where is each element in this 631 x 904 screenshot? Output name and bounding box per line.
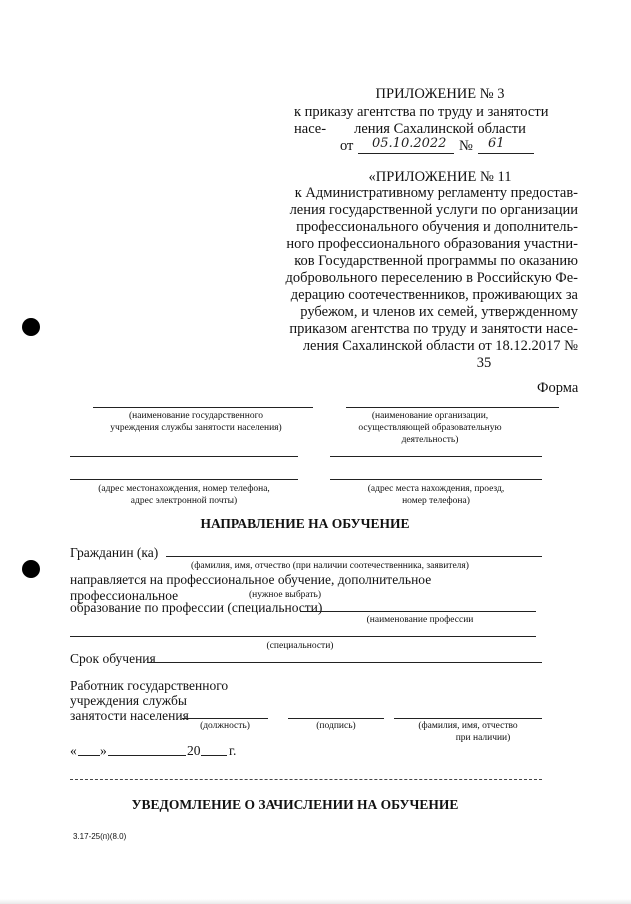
fio-line <box>394 718 542 719</box>
gov-name-caption: (наименование государственного учреждения службы занятости населения) <box>110 411 282 433</box>
org-name-line <box>346 407 559 408</box>
appendix11-text <box>280 185 578 372</box>
appendix11-line: к Административному регламенту предостав- <box>294 185 578 201</box>
term-label: Срок обучения <box>70 651 156 666</box>
date-year-prefix: 20 <box>187 743 201 758</box>
choose-caption: (нужное выбрать) <box>248 590 322 600</box>
worker-label-1: Работник государственного <box>70 678 229 693</box>
appendix-line1: к приказу агентства по труду и занятости насе- <box>294 104 549 137</box>
education-label: образование по профессии (специальности) <box>70 600 323 615</box>
appendix11-line: ков Государственной программы по оказанию <box>294 253 578 269</box>
fio-caption: (фамилия, имя, отчество при наличии) <box>418 721 518 743</box>
punch-hole-bottom <box>22 560 40 578</box>
appendix11-line: добровольного переселению в Российскую Фе- <box>285 270 578 286</box>
appendix11-title: «ПРИЛОЖЕНИЕ № 11 <box>368 169 512 185</box>
date-month-line <box>108 755 186 756</box>
worker-label-3: занятости населения <box>70 708 189 723</box>
sent-text: направляется на профессиональное обучение, дополнительное профессиональное <box>70 572 432 603</box>
appendix-title: ПРИЛОЖЕНИЕ № 3 <box>375 86 505 102</box>
gov-addr-line-2 <box>70 479 298 480</box>
signature-caption: (подпись) <box>316 721 356 731</box>
footer-code: 3.17-25(п)(8.0) <box>73 832 127 841</box>
appendix-line2: ления Сахалинской области <box>354 121 526 137</box>
appendix11-line: ного профессионального образования участни- <box>286 236 578 252</box>
appendix-date-line <box>358 153 454 154</box>
appendix11-line: приказом агентства по труду и занятости насе- <box>289 321 578 337</box>
appendix-no: № <box>459 138 473 154</box>
citizen-line <box>166 556 542 557</box>
punch-hole-top <box>22 318 40 336</box>
form-label: Форма <box>537 380 579 396</box>
notice-heading: УВЕДОМЛЕНИЕ О ЗАЧИСЛЕНИИ НА ОБУЧЕНИЕ <box>131 797 459 812</box>
term-line <box>147 662 542 663</box>
org-addr-line-2 <box>330 479 542 480</box>
date-quote-close: » <box>100 743 107 758</box>
appendix11-line: 35 <box>476 355 492 371</box>
appendix-number-line <box>478 153 534 154</box>
appendix-date: 05.10.2022 <box>372 136 447 151</box>
gov-name-line <box>93 407 313 408</box>
profession-caption: (наименование профессии <box>366 615 474 625</box>
citizen-label: Гражданин (ка) <box>70 545 159 560</box>
citizen-caption: (фамилия, имя, отчество (при наличии соотечественника, заявителя) <box>191 561 469 571</box>
referral-heading: НАПРАВЛЕНИЕ НА ОБУЧЕНИЕ <box>200 516 410 531</box>
org-name-caption: (наименование организации, осуществляющей образовательную деятельность) <box>358 411 502 445</box>
appendix11-line: дерацию соотечественников, проживающих за <box>290 287 578 303</box>
scan-edge <box>0 899 631 904</box>
cut-line <box>70 779 542 780</box>
position-line <box>182 718 268 719</box>
specialty-line <box>70 636 536 637</box>
appendix11-line: ления государственной услуги по организации <box>289 202 578 218</box>
date-g: г. <box>229 743 237 758</box>
appendix11-line: ления Сахалинской области от 18.12.2017 № <box>302 338 578 354</box>
position-caption: (должность) <box>200 721 250 731</box>
specialty-caption: (специальности) <box>266 641 334 651</box>
org-addr-caption: (адрес места нахождения, проезд, номер телефона) <box>367 484 505 506</box>
appendix-number: 61 <box>488 136 505 151</box>
appendix11-line: профессионального обучения и дополнитель- <box>296 219 578 235</box>
profession-line <box>300 611 536 612</box>
gov-addr-line-1 <box>70 456 298 457</box>
date-year-line <box>201 755 227 756</box>
signature-line <box>288 718 384 719</box>
worker-label-2: учреждения службы <box>70 693 187 708</box>
appendix11-line: рубежом, и членов их семей, утвержденному <box>300 304 578 320</box>
date-day-line <box>78 755 100 756</box>
date-quote-open: « <box>70 743 77 758</box>
appendix-from: от <box>340 138 354 154</box>
org-addr-line-1 <box>330 456 542 457</box>
gov-addr-caption: (адрес местонахождения, номер телефона, адрес электронной почты) <box>98 484 270 506</box>
